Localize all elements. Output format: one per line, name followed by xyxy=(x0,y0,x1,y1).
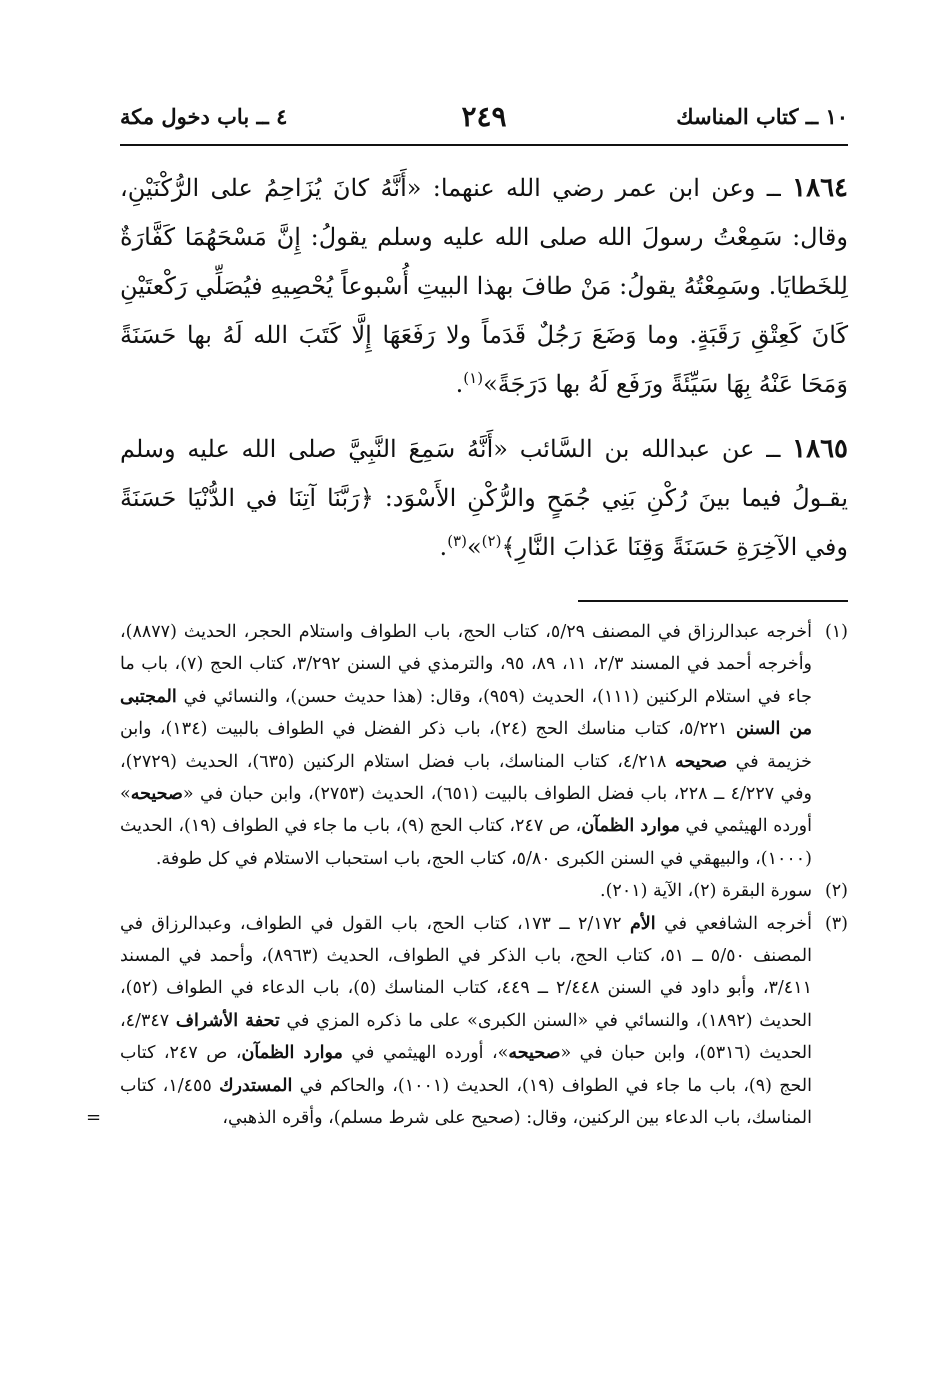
page-header xyxy=(120,100,848,146)
continuation-mark: = xyxy=(86,1107,102,1129)
book-page xyxy=(86,100,848,1135)
footnote-text xyxy=(120,616,812,875)
footnote-segment: ٤/٣٤٧، الحديث (٥٣١٦)، وابن حبان في « xyxy=(120,1010,812,1064)
footnote-segment: أخرجه الشافعي في xyxy=(655,913,812,934)
chapter-title: ١٠ ــ كتاب المناسك xyxy=(676,104,848,129)
book-title: صحيحه xyxy=(508,1043,561,1064)
hadith-number: ١٨٦٥ xyxy=(792,434,848,464)
hadith-number: ١٨٦٤ xyxy=(792,173,848,203)
footnote-segment: ١/٤٥٥، كتاب المناسك، باب الدعاء بين الركنين، وقال: (صحيح على شرط مسلم)، وأقره الذهبي، xyxy=(120,1075,812,1129)
footnote-segment: أخرجه عبدالرزاق في المصنف ٥/٢٩، كتاب الحج، باب الطواف واستلام الحجر، الحديث (٨٨٧٧)، وأخرجه أحمد في المسند ٢/٣، ١١، ٨٩، ٩٥، والترمذي في السنن ٣/٢٩٢، كتاب الحج (٧)، باب ما جاء في استلام الركنين (١١١)، الحديث (٩٥٩)، وقال: (هذا حديث حسن)، والنسائي في xyxy=(120,622,813,707)
book-title: المجتبى من السنن xyxy=(120,686,812,740)
closing-quote: » xyxy=(466,533,482,561)
footnote-text: سورة البقرة (٢)، الآية (٢٠١). xyxy=(600,881,812,902)
hadith-text: ــ عن عبدالله بن السَّائب «أَنَّهُ سَمِعَ النَّبِيَّ صلى الله عليه وسلم يقـولُ فيما بينَ رُكْنِ بَنِي جُمَحٍ والرُّكْنِ الأَسْوَد: ﴿رَبَّنَا آتِنَا في الدُّنْيَا حَسَنَةً وفي الآخِرَةِ حَسَنَةً وَقِنَا عَذابَ النَّارِ﴾ xyxy=(120,435,848,561)
footnote-segment: »، أورده الهيثمي في xyxy=(342,1043,509,1064)
footnote-segment: ، ص ٢٤٧، كتاب الحج (٩)، باب ما جاء في الطواف (١٩)، الحديث (١٠٠١)، والحاكم في xyxy=(120,1043,812,1096)
footnote-text xyxy=(120,908,812,1135)
book-title: صحيحه xyxy=(674,751,728,772)
footnote-label: (١) xyxy=(824,622,848,642)
footnote-label: (٣) xyxy=(824,913,848,934)
hadith-1864 xyxy=(120,164,848,409)
footnote-label: (٢) xyxy=(824,881,848,902)
book-title: موارد الظمآن xyxy=(241,1043,343,1064)
footnote-segment: ٥/٢٢١، كتاب مناسك الحج (٢٤)، باب ذكر الفضل في الطواف بالبيت (١٣٤)، وابن خزيمة في xyxy=(120,719,812,772)
footnote-segment: ٤/٢١٨، كتاب المناسك، باب فضل استلام الركنين (٦٣٥)، الحديث (٢٧٢٩)، وفي ٤/٢٢٧ ــ ٢٢٨، باب فضل الطواف بالبيت (٦٥١)، الحديث (٢٧٥٣)، وابن حبان في « xyxy=(120,751,812,805)
footnote-ref-2: (٢) xyxy=(481,532,502,550)
footnote-3 xyxy=(86,908,848,1135)
book-title: تحفة الأشراف xyxy=(175,1010,280,1031)
book-title: المستدرك xyxy=(219,1075,293,1096)
page-number: ٢٤٩ xyxy=(461,100,507,133)
section-title: ٤ ــ باب دخول مكة xyxy=(120,104,288,129)
book-title: صحيحه xyxy=(130,784,183,805)
footnote-ref-1: (١) xyxy=(463,369,484,387)
footnote-1 xyxy=(120,616,848,875)
hadith-end: . xyxy=(455,370,464,398)
footnote-ref-3: (٣) xyxy=(447,532,467,550)
book-title: الأم xyxy=(629,913,656,934)
hadith-text: ــ وعن ابن عمر رضي الله عنهما: «أَنَّهُ كانَ يُزَاحِمُ على الرُّكْنَيْنِ، وقال: سَمِعْتُ رسولَ الله صلى الله عليه وسلم يقولُ: إِنَّ مَسْحَهُمَا كَفَّارَةٌ لِلخَطايَا. وسَمِعْتُهُ يقولُ: مَنْ طافَ بهذا البيتِ أُسْبوعاً يُحْصِيهِ فيُصَلِّي رَكْعتَيْنِ كَانَ كَعِتْقِ رَقَبَةٍ. وما وَضَعَ رَجُلٌ قَدَماً ولا رَفَعَهَا إِلَّا كَتَبَ الله لَهُ بها حَسَنَةً وَمَحَا عَنْهُ بِهَا سَيِّئَةً ورَفَع لَهُ بها دَرَجَةً» xyxy=(120,174,848,398)
book-title: موارد الظمآن xyxy=(581,816,680,837)
footnote-2 xyxy=(120,875,848,907)
footnote-segment: ، ص ٢٤٧، كتاب الحج (٩)، باب ما جاء في الطواف (١٩)، الحديث (١٠٠٠)، والبيهقي في السنن الكبرى ٥/٨٠، كتاب الحج، باب استحباب الاستلام في كل طوفة. xyxy=(120,816,812,869)
footnote-divider xyxy=(578,600,848,602)
footnote-segment: ٢/١٧٢ ــ ١٧٣، كتاب الحج، باب القول في الطواف، وعبدالرزاق في المصنف ٥/٥٠ ــ ٥١، كتاب الحج، باب الذكر في الطواف، الحديث (٨٩٦٣)، وأحمد في المسند ٣/٤١١، وأبو داود في السنن ٢/٤٤٨ ــ ٤٤٩، كتاب المناسك (٥)، باب الدعاء في الطواف (٥٢)، الحديث (١٨٩٢)، والنسائي في «السنن الكبرى» على ما ذكره المزي في xyxy=(120,913,812,1031)
hadith-1865 xyxy=(120,425,848,572)
footnotes xyxy=(86,616,848,1135)
hadith-end: . xyxy=(439,533,448,561)
main-text xyxy=(120,164,848,572)
footnote-segment: » أورده الهيثمي في xyxy=(120,784,812,837)
